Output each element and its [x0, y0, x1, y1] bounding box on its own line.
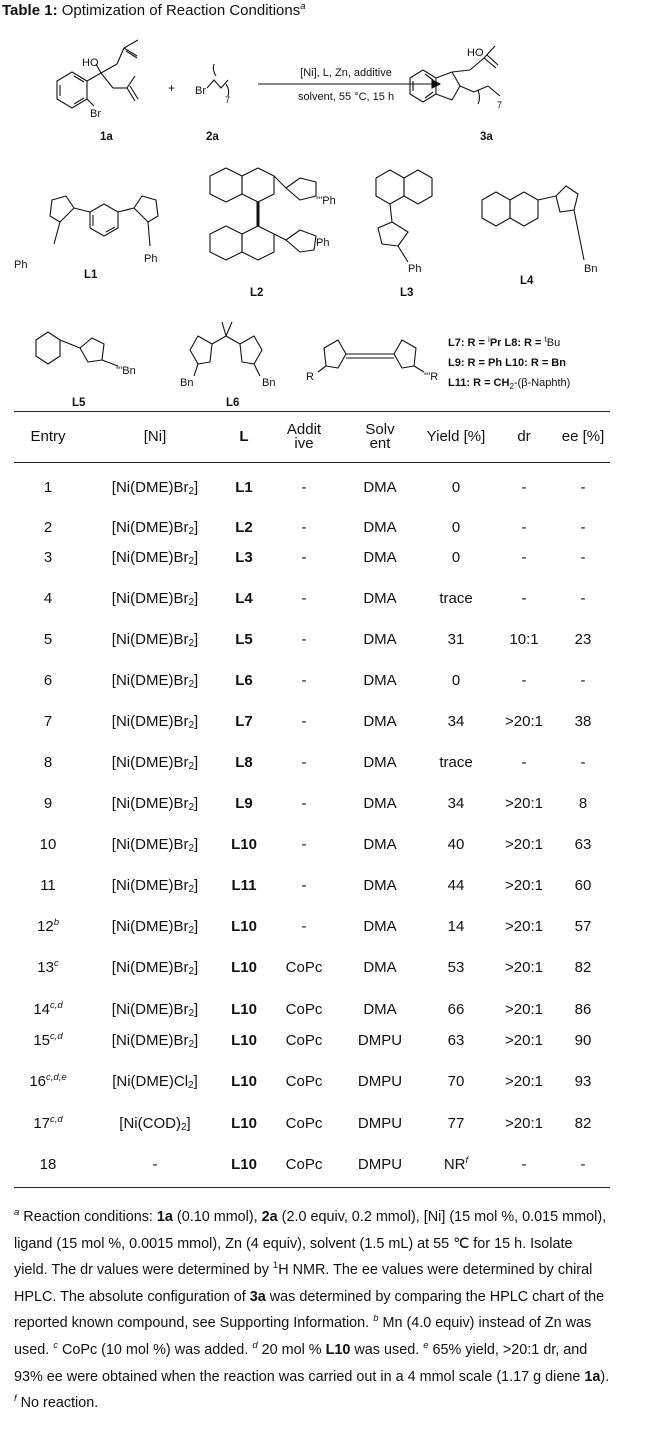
- ligand-L5-structure: [36, 332, 118, 366]
- table-cell-dr: -: [521, 519, 527, 536]
- table-bottom-rule: [14, 1187, 610, 1188]
- phenyl-label: Ph: [14, 259, 28, 271]
- ligand-label-L1: L1: [84, 269, 98, 281]
- table-cell-solvent: DMPU: [357, 1156, 403, 1173]
- table-cell-ee: -: [580, 590, 586, 607]
- table-cell-solvent: DMA: [363, 672, 397, 689]
- table-cell-ligand: L2: [235, 519, 253, 536]
- ligand-L2-structure: [210, 168, 316, 260]
- table-cell-solvent: DMA: [363, 549, 397, 566]
- table-cell-ee: 23: [574, 631, 592, 648]
- bromo-label-2a: Br: [195, 85, 206, 97]
- table-cell-yield: 0: [451, 672, 461, 689]
- table-cell-additive: CoPc: [285, 1001, 323, 1018]
- ligand-label-L3: L3: [400, 287, 414, 299]
- table-cell-solvent: DMA: [363, 918, 397, 935]
- table-cell-entry: 16$^{c,d,e}$: [29, 1072, 67, 1090]
- table-cell-yield: 53: [447, 959, 465, 976]
- table-cell-ee: -: [580, 672, 586, 689]
- table-cell-yield: 63: [447, 1032, 465, 1049]
- r-group-label: R: [306, 371, 314, 383]
- table-cell-yield: 0: [451, 549, 461, 566]
- table-cell-solvent: DMA: [363, 713, 397, 730]
- table-cell-dr: >20:1: [505, 959, 543, 976]
- product-label: 3a: [480, 131, 493, 143]
- plus-sign: +: [168, 81, 176, 95]
- ligand-label-L5: L5: [72, 397, 86, 409]
- table-cell-dr: >20:1: [505, 1115, 543, 1132]
- column-header-line: dr: [517, 428, 531, 445]
- table-cell-solvent: DMA: [363, 519, 397, 536]
- benzyl-label: Bn: [262, 377, 276, 389]
- ligand-L7-L11-structure: [318, 340, 424, 372]
- column-header-line: ive: [294, 435, 314, 452]
- table-cell-yield: 0: [451, 479, 461, 496]
- table-cell-additive: -: [301, 877, 307, 894]
- conditions-top: [Ni], L, Zn, additive: [300, 67, 392, 79]
- benzyl-label: '''Bn: [116, 365, 136, 377]
- table-cell-yield: trace: [439, 590, 473, 607]
- table-cell-additive: CoPc: [285, 1115, 323, 1132]
- table-cell-additive: -: [301, 713, 307, 730]
- legend-text: Pr L8: R =: [489, 337, 545, 349]
- hydroxyl-label: HO: [82, 57, 99, 69]
- table-cell-ni-catalyst: $[Ni(DME)Br_2]$: [111, 877, 199, 895]
- table-cell-ligand: L10: [231, 1032, 257, 1049]
- substrate-1a-structure: [57, 40, 138, 108]
- table-cell-solvent: DMA: [363, 877, 397, 894]
- table-cell-ni-catalyst: $[Ni(DME)Br_2]$: [111, 479, 199, 497]
- table-cell-entry: 4: [43, 590, 53, 607]
- table-cell-ee: 57: [574, 918, 592, 935]
- column-header-line: [Ni]: [143, 428, 167, 445]
- conditions-bottom: solvent, 55 °C, 15 h: [297, 91, 395, 103]
- table-label: Table 1:: [2, 2, 58, 19]
- table-cell-yield: 34: [447, 795, 465, 812]
- column-header-entry: [0, 430, 108, 444]
- table-cell-additive: -: [301, 918, 307, 935]
- table-cell-solvent: DMA: [363, 590, 397, 607]
- table-cell-ee: 90: [574, 1032, 592, 1049]
- table-cell-ee: -: [580, 479, 586, 496]
- column-header-line: Yield [%]: [426, 428, 486, 445]
- table-cell-ligand: L5: [235, 631, 253, 648]
- column-header-line: Entry: [30, 428, 66, 445]
- table-cell-entry: 18: [39, 1156, 57, 1173]
- caption-footnote-mark: a: [300, 1, 306, 12]
- table-footnotes: $^a$ Reaction conditions: 1a (0.10 mmol), 2a (2.0 equiv, 0.2 mmol), [Ni] (15 mol %, 0.015 mmol), ligand (15 mol %, 0.0015 mmol), Zn (4 equiv), solvent (1.5 mL) at 55 ℃ for 15 h. Isolate yield. The dr values were determined by $^1$H NMR. The ee values were determined by chiral HPLC. The absolute configuration of 3a was determined by comparing the HPLC chart of the reported known compound, see Supporting Information. $^b$ Mn (4.0 equiv) instead of Zn was used. $^c$ CoPc (10 mol %) was added. $^d$ 20 mol % L10 was used. $^e$ 65% yield, >20:1 dr, and 93% ee were obtained when the reaction was carried out in a 4 mmol scale (1.17 g diene 1a). $^f$ No reaction.: [14, 1207, 610, 1412]
- table-cell-ee: 82: [574, 959, 592, 976]
- table-cell-entry: 14$^{c,d}$: [33, 1000, 63, 1018]
- column-header-line: Addit: [286, 421, 322, 438]
- ligand-L4-structure: [482, 186, 584, 260]
- table-cell-entry: 2: [43, 519, 53, 536]
- table-cell-solvent: DMA: [363, 795, 397, 812]
- table-cell-ni-catalyst: $[Ni(DME)Br_2]$: [111, 918, 199, 936]
- column-header-line: L: [239, 428, 249, 445]
- table-cell-ni-catalyst: $[Ni(DME)Br_2]$: [111, 519, 199, 537]
- table-cell-ee: -: [580, 754, 586, 771]
- table-cell-ligand: L3: [235, 549, 253, 566]
- table-cell-ee: -: [580, 519, 586, 536]
- table-cell-additive: -: [301, 795, 307, 812]
- table-cell-additive: -: [301, 631, 307, 648]
- table-cell-ligand: L6: [235, 672, 253, 689]
- table-cell-ni-catalyst: $[Ni(DME)Br_2]$: [111, 672, 199, 690]
- legend-sub: 2: [509, 382, 514, 391]
- reagent-2a-structure: [207, 64, 229, 96]
- table-cell-entry: 17$^{c,d}$: [33, 1114, 63, 1132]
- table-cell-ligand: L10: [231, 959, 257, 976]
- table-cell-ni-catalyst: $[Ni(COD)_2]$: [119, 1115, 191, 1133]
- legend-sup: t: [544, 335, 547, 344]
- table-cell-solvent: DMA: [363, 836, 397, 853]
- ligand-legend-line-2: L9: R = Ph L10: R = Bn: [448, 357, 566, 369]
- table-cell-entry: 9: [43, 795, 53, 812]
- table-cell-ni-catalyst: $[Ni(DME)Br_2]$: [111, 1032, 199, 1050]
- benzyl-label: Bn: [180, 377, 194, 389]
- table-cell-solvent: DMA: [363, 959, 397, 976]
- table-cell-dr: >20:1: [505, 713, 543, 730]
- table-cell-ligand: L10: [231, 1156, 257, 1173]
- table-cell-ni-catalyst: $[Ni(DME)Br_2]$: [111, 1001, 199, 1019]
- table-cell-entry: 8: [43, 754, 53, 771]
- table-top-rule: [14, 411, 610, 412]
- bromo-label: Br: [90, 108, 101, 120]
- phenyl-label: Ph: [144, 253, 158, 265]
- table-cell-ee: -: [580, 1156, 586, 1173]
- table-cell-solvent: DMPU: [357, 1032, 403, 1049]
- legend-text: -(β-Naphth): [513, 377, 571, 389]
- ligand-legend-line-3: [448, 377, 570, 391]
- table-cell-entry: 3: [43, 549, 53, 566]
- table-cell-solvent: DMA: [363, 479, 397, 496]
- table-cell-ni-catalyst: $[Ni(DME)Br_2]$: [111, 754, 199, 772]
- table-cell-dr: -: [521, 590, 527, 607]
- column-header-line: ee [%]: [561, 428, 605, 445]
- table-title: Optimization of Reaction Conditions: [61, 2, 301, 19]
- table-cell-entry: 15$^{c,d}$: [33, 1031, 63, 1049]
- table-cell-entry: 7: [43, 713, 53, 730]
- table-cell-yield: 77: [447, 1115, 465, 1132]
- table-cell-dr: -: [521, 672, 527, 689]
- table-cell-entry: 12$^b$: [37, 917, 59, 935]
- table-cell-additive: CoPc: [285, 1032, 323, 1049]
- table-cell-solvent: DMPU: [357, 1115, 403, 1132]
- table-cell-additive: -: [301, 519, 307, 536]
- table-cell-ligand: L10: [231, 1073, 257, 1090]
- table-cell-ni-catalyst: $[Ni(DME)Br_2]$: [111, 959, 199, 977]
- table-cell-additive: -: [301, 754, 307, 771]
- table-cell-dr: -: [521, 1156, 527, 1173]
- ligand-L3-structure: [376, 170, 432, 262]
- product-3a-structure: [410, 46, 500, 104]
- table-header: [14, 414, 610, 460]
- table-cell-ni-catalyst: $[Ni(DME)Br_2]$: [111, 631, 199, 649]
- table-cell-ligand: L8: [235, 754, 253, 771]
- table-cell-yield: trace: [439, 754, 473, 771]
- product-hydroxyl-label: HO: [467, 47, 484, 59]
- ligand-L6-structure: [190, 322, 262, 376]
- table-cell-additive: CoPc: [285, 959, 323, 976]
- ligand-legend-line-1: [448, 335, 560, 349]
- table-cell-solvent: DMA: [363, 754, 397, 771]
- phenyl-label: Ph: [316, 237, 330, 249]
- table-cell-solvent: DMA: [363, 631, 397, 648]
- column-header-line: ent: [369, 435, 391, 452]
- table-cell-ee: 63: [574, 836, 592, 853]
- product-chain-label: 7: [497, 100, 503, 110]
- table-cell-ligand: L7: [235, 713, 253, 730]
- table-cell-yield: 14: [447, 918, 465, 935]
- table-cell-dr: >20:1: [505, 795, 543, 812]
- legend-text: L11: R = CH: [448, 377, 510, 389]
- table-cell-ee: 60: [574, 877, 592, 894]
- ligand-label-L4: L4: [520, 275, 534, 287]
- table-cell-entry: 11: [40, 877, 56, 894]
- table-cell-yield: 40: [447, 836, 465, 853]
- table-cell-dr: >20:1: [505, 877, 543, 894]
- table-cell-additive: -: [301, 549, 307, 566]
- legend-sup: i: [488, 335, 490, 344]
- table-cell-ni-catalyst: $[Ni(DME)Br_2]$: [111, 590, 199, 608]
- table-cell-ni-catalyst: $[Ni(DME)Br_2]$: [111, 795, 199, 813]
- table-cell-dr: -: [521, 479, 527, 496]
- table-header-rule: [14, 462, 610, 463]
- table-cell-additive: -: [301, 479, 307, 496]
- table-cell-dr: >20:1: [505, 1001, 543, 1018]
- table-cell-ni-catalyst: $[Ni(DME)Cl_2]$: [112, 1073, 198, 1091]
- table-cell-entry: 1: [43, 479, 53, 496]
- table-cell-ni-catalyst: $[Ni(DME)Br_2]$: [111, 836, 199, 854]
- substrate-label: 1a: [100, 131, 113, 143]
- table-cell-ligand: L4: [235, 590, 253, 607]
- table-cell-ligand: L9: [235, 795, 253, 812]
- table-cell-additive: -: [301, 672, 307, 689]
- legend-text: L7: R =: [448, 337, 489, 349]
- table-cell-dr: 10:1: [509, 631, 539, 648]
- table-cell-dr: >20:1: [505, 836, 543, 853]
- table-cell-ee: 82: [574, 1115, 592, 1132]
- ligand-label-L2: L2: [250, 287, 264, 299]
- table-cell-dr: -: [521, 549, 527, 566]
- table-cell-solvent: DMPU: [357, 1073, 403, 1090]
- phenyl-label: '''Ph: [316, 195, 336, 207]
- table-cell-ligand: L10: [231, 918, 257, 935]
- table-cell-entry: 5: [43, 631, 53, 648]
- table-cell-yield: 0: [451, 519, 461, 536]
- table-cell-ni-catalyst: $[Ni(DME)Br_2]$: [111, 713, 199, 731]
- table-cell-solvent: DMA: [363, 1001, 397, 1018]
- table-cell-dr: >20:1: [505, 1073, 543, 1090]
- table-cell-ligand: L11: [231, 877, 257, 894]
- table-cell-ee: -: [580, 549, 586, 566]
- reaction-scheme-and-ligands: [0, 0, 650, 410]
- reagent-label: 2a: [206, 131, 219, 143]
- chain-length-label: 7: [225, 95, 231, 105]
- table-cell-ee: 93: [574, 1073, 592, 1090]
- phenyl-label: Ph: [408, 263, 422, 275]
- table-cell-yield: 66: [447, 1001, 465, 1018]
- table-cell-entry: 10: [39, 836, 57, 853]
- ligand-label-L6: L6: [226, 397, 240, 409]
- benzyl-label: Bn: [584, 263, 598, 275]
- table-cell-ligand: L10: [231, 1115, 257, 1132]
- table-cell-yield: 31: [447, 631, 465, 648]
- table-cell-yield: 44: [447, 877, 465, 894]
- table-cell-ee: 86: [574, 1001, 592, 1018]
- r-group-label: '''R: [424, 371, 439, 383]
- table-cell-ee: 8: [578, 795, 588, 812]
- table-cell-ni-catalyst: $[Ni(DME)Br_2]$: [111, 549, 199, 567]
- table-cell-entry: 13$^c$: [37, 958, 59, 976]
- table-cell-ligand: L1: [235, 479, 253, 496]
- table-cell-ni-catalyst: -: [152, 1156, 158, 1173]
- column-header-line: Solv: [365, 421, 395, 438]
- table-cell-yield: $NR^f$: [443, 1155, 469, 1173]
- table-cell-additive: CoPc: [285, 1073, 323, 1090]
- table-cell-dr: -: [521, 754, 527, 771]
- table-cell-additive: -: [301, 836, 307, 853]
- table-cell-entry: 6: [43, 672, 53, 689]
- table-cell-dr: >20:1: [505, 1032, 543, 1049]
- table-cell-yield: 34: [447, 713, 465, 730]
- legend-text: Bu: [546, 337, 561, 349]
- table-cell-ligand: L10: [231, 1001, 257, 1018]
- table-cell-dr: >20:1: [505, 918, 543, 935]
- table-cell-additive: CoPc: [285, 1156, 323, 1173]
- ligand-L1-structure: [50, 196, 158, 246]
- table-cell-ee: 38: [574, 713, 592, 730]
- column-header-ee: [523, 430, 643, 444]
- table-cell-yield: 70: [447, 1073, 465, 1090]
- table-cell-ligand: L10: [231, 836, 257, 853]
- table-cell-additive: -: [301, 590, 307, 607]
